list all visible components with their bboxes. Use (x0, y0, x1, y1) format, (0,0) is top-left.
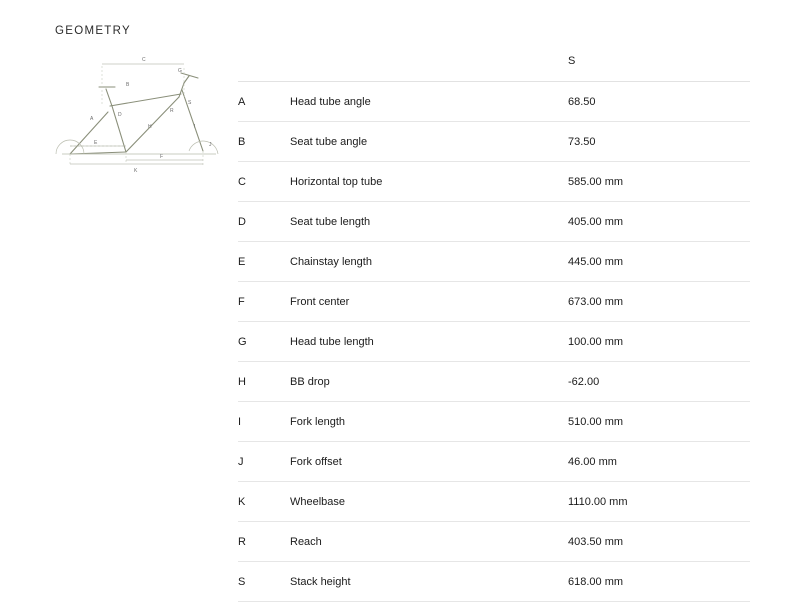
row-value: -62.00 (568, 362, 750, 402)
table-row (238, 122, 750, 162)
table-row (238, 562, 750, 602)
row-value: 618.00 mm (568, 562, 750, 602)
row-letter: D (238, 202, 290, 242)
table-row (238, 202, 750, 242)
row-value: 46.00 mm (568, 442, 750, 482)
geometry-table (238, 55, 750, 602)
row-letter: A (238, 82, 290, 122)
row-value: 73.50 (568, 122, 750, 162)
diagram-label-J: J (209, 142, 212, 148)
row-letter: C (238, 162, 290, 202)
row-letter: F (238, 282, 290, 322)
row-letter: R (238, 522, 290, 562)
row-letter: E (238, 242, 290, 282)
table-header-row (238, 55, 750, 82)
row-letter: I (238, 402, 290, 442)
row-letter: S (238, 562, 290, 602)
diagram-label-C: C (142, 57, 146, 63)
table-row (238, 282, 750, 322)
row-name: Head tube length (290, 322, 568, 362)
header-size-s: S (568, 55, 750, 82)
diagram-label-B: B (126, 82, 130, 88)
table-row (238, 82, 750, 122)
diagram-label-D: D (118, 112, 122, 118)
row-name: Seat tube angle (290, 122, 568, 162)
row-value: 100.00 mm (568, 322, 750, 362)
table-row (238, 482, 750, 522)
table-row (238, 362, 750, 402)
row-value: 405.00 mm (568, 202, 750, 242)
diagram-label-R: R (170, 108, 174, 114)
row-letter: G (238, 322, 290, 362)
row-name: Stack height (290, 562, 568, 602)
row-letter: H (238, 362, 290, 402)
row-name: Reach (290, 522, 568, 562)
bike-frame-geometry-diagram (48, 50, 233, 175)
row-letter: K (238, 482, 290, 522)
row-name: BB drop (290, 362, 568, 402)
header-letter (238, 55, 290, 82)
row-letter: B (238, 122, 290, 162)
geometry-table-body (238, 82, 750, 602)
diagram-label-E: E (94, 140, 98, 146)
row-name: Chainstay length (290, 242, 568, 282)
diagram-label-K: K (134, 168, 138, 174)
row-value: 673.00 mm (568, 282, 750, 322)
row-value: 585.00 mm (568, 162, 750, 202)
page-title: GEOMETRY (55, 25, 132, 37)
diagram-label-S: S (188, 100, 192, 106)
row-name: Wheelbase (290, 482, 568, 522)
row-value: 445.00 mm (568, 242, 750, 282)
table-row (238, 162, 750, 202)
row-name: Head tube angle (290, 82, 568, 122)
diagram-label-F: F (160, 154, 164, 160)
row-name: Front center (290, 282, 568, 322)
row-value: 1110.00 mm (568, 482, 750, 522)
diagram-label-A: A (90, 116, 94, 122)
diagram-label-H: H (148, 124, 152, 130)
row-name: Fork length (290, 402, 568, 442)
row-name: Horizontal top tube (290, 162, 568, 202)
header-measure (290, 55, 568, 82)
geometry-table-container (238, 55, 750, 602)
row-name: Seat tube length (290, 202, 568, 242)
diagram-label-G: G (178, 68, 182, 74)
table-row (238, 242, 750, 282)
table-row (238, 322, 750, 362)
table-row (238, 402, 750, 442)
diagram-label-I: I (194, 124, 196, 130)
row-value: 403.50 mm (568, 522, 750, 562)
row-value: 68.50 (568, 82, 750, 122)
row-value: 510.00 mm (568, 402, 750, 442)
row-name: Fork offset (290, 442, 568, 482)
row-letter: J (238, 442, 290, 482)
table-row (238, 522, 750, 562)
table-row (238, 442, 750, 482)
